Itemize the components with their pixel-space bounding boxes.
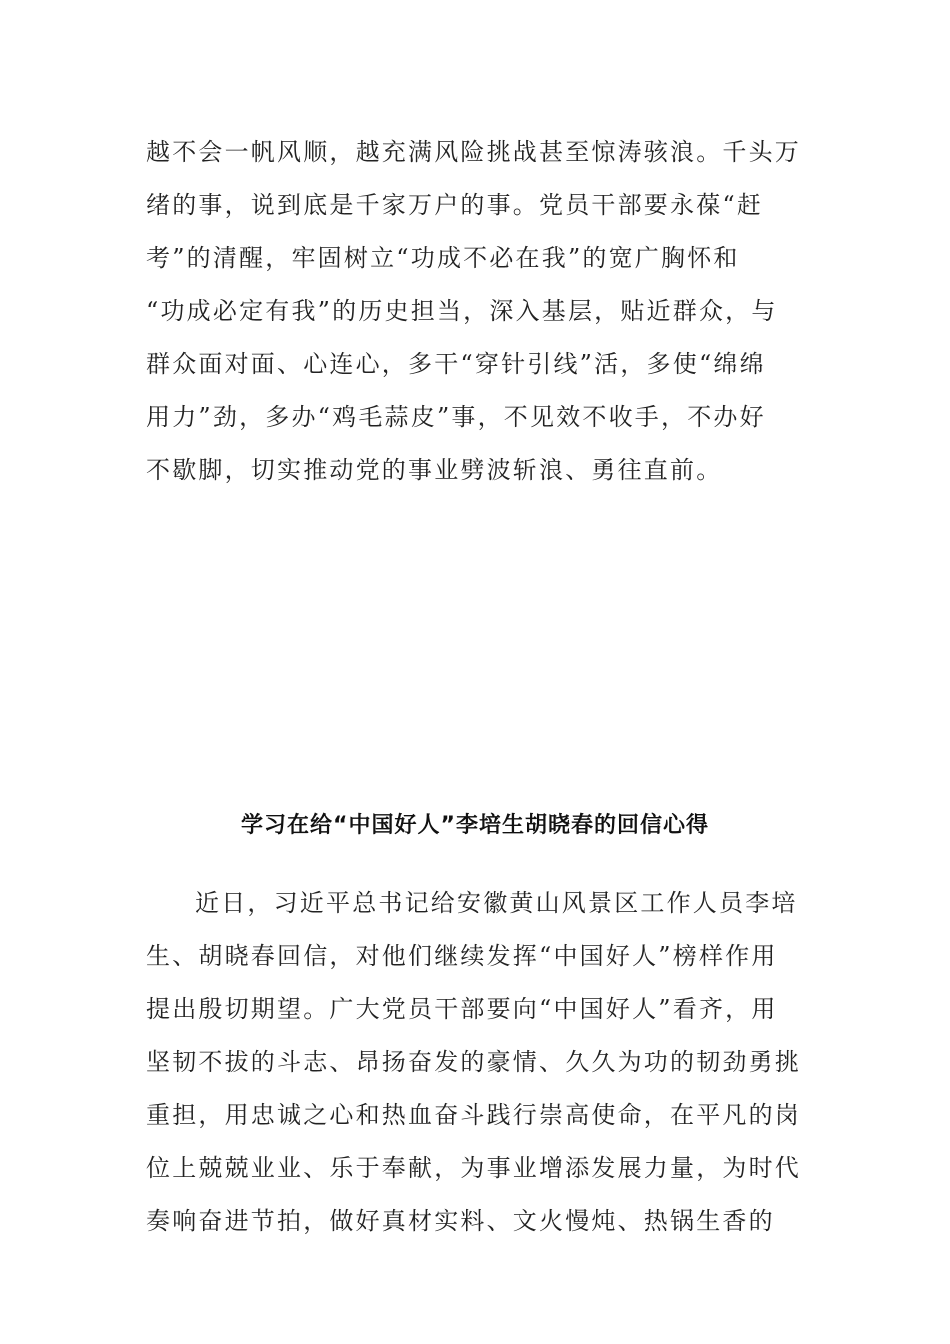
paragraph-line: 用力”劲，多办“鸡毛蒜皮”事，不见效不收手，不办好 [146,403,766,431]
paragraph-line: 位上兢兢业业、乐于奉献，为事业增添发展力量，为时代 [146,1154,801,1182]
paragraph-line: 不歇脚，切实推动党的事业劈波斩浪、勇往直前。 [146,456,723,484]
paragraph-line: 绪的事，说到底是千家万户的事。党员干部要永葆“赶 [146,191,764,219]
paragraph-line: “功成必定有我”的历史担当，深入基层，贴近群众，与 [146,297,778,325]
paragraph-line: 考”的清醒，牢固树立“功成不必在我”的宽广胸怀和 [146,244,740,272]
paragraph-line: 群众面对面、心连心，多干“穿针引线”活，多使“绵绵 [146,350,766,378]
paragraph-line: 重担，用忠诚之心和热血奋斗践行崇高使命，在平凡的岗 [146,1101,801,1129]
paragraph-first-line: 近日，习近平总书记给安徽黄山风景区工作人员李培 [195,889,798,917]
article-title: 学习在给“中国好人”李培生胡晓春的回信心得 [241,813,709,838]
paragraph-line: 奏响奋进节拍，做好真材实料、文火慢炖、热锅生香的 [146,1207,775,1235]
paragraph-line: 生、胡晓春回信，对他们继续发挥“中国好人”榜样作用 [146,942,778,970]
paragraph-line: 坚韧不拔的斗志、昂扬奋发的豪情、久久为功的韧劲勇挑 [146,1048,801,1076]
paragraph-line: 提出殷切期望。广大党员干部要向“中国好人”看齐，用 [146,995,778,1023]
paragraph-line: 越不会一帆风顺，越充满风险挑战甚至惊涛骇浪。千头万 [146,138,801,166]
